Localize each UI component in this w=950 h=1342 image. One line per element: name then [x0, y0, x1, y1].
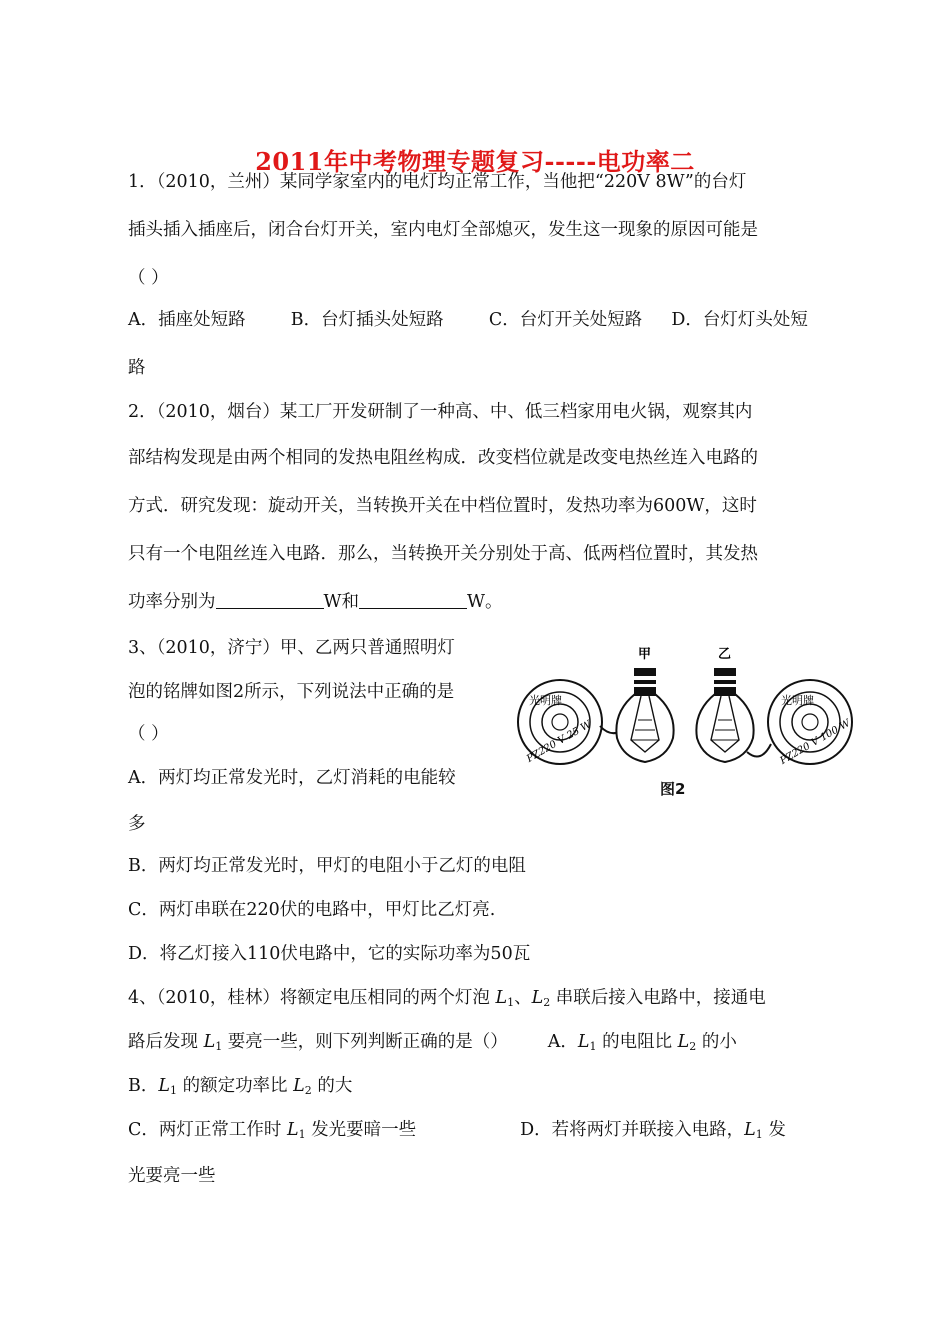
- bulb-yi-label: 乙: [718, 647, 732, 662]
- l1-subscript: 1: [507, 996, 515, 1009]
- q3-option-a-cont: 多: [128, 814, 146, 834]
- left-plate-rating: PZ220 V 25 W: [524, 719, 594, 765]
- l2-symbol: L: [531, 988, 544, 1008]
- q3-line1: 3、（2010，济宁）甲、乙两只普通照明灯: [128, 638, 455, 658]
- q3-option-c: C．两灯串联在220伏的电路中，甲灯比乙灯亮.: [128, 900, 496, 920]
- q1-option-a: A．插座处短路: [128, 310, 246, 330]
- q4-option-c-start: C．两灯正常工作时: [128, 1120, 287, 1140]
- q2-line1: 2．（2010，烟台）某工厂开发研制了一种高、中、低三档家用电火锅，观察其内: [128, 402, 753, 422]
- q4-line2-start: 路后发现: [128, 1032, 204, 1052]
- q3-option-b: B．两灯均正常发光时，甲灯的电阻小于乙灯的电阻: [128, 856, 526, 876]
- right-plate-rating: PZ220 V 100 W: [778, 717, 853, 767]
- q4-line1-start: 4、（2010，桂林）将额定电压相同的两个灯泡: [128, 988, 496, 1008]
- q4-option-b-label: B．: [128, 1076, 159, 1096]
- l1-symbol: L: [577, 1032, 590, 1052]
- q2-line4: 只有一个电阻丝连入电路．那么，当转换开关分别处于高、低两档位置时，其发热: [128, 544, 758, 564]
- q4-line3: [128, 1074, 352, 1103]
- l1-symbol: L: [495, 988, 508, 1008]
- q2-line2: 部结构发现是由两个相同的发热电阻丝构成．改变档位就是改变电热丝连入电路的: [128, 448, 758, 468]
- page-title: 2011年中考物理专题复习-----电功率二: [255, 147, 695, 176]
- q1-line2: 插头插入插座后，闭合台灯开关，室内电灯全部熄灭，发生这一现象的原因可能是: [128, 220, 758, 240]
- q4-line4: [128, 1118, 786, 1147]
- q1-option-d: D．台灯灯头处短: [671, 310, 808, 330]
- l1-symbol: L: [203, 1032, 216, 1052]
- q3-option-d: D．将乙灯接入110伏电路中，它的实际功率为50瓦: [128, 944, 531, 964]
- q4-line1: [128, 986, 766, 1015]
- q2-line5-start: 功率分别为: [128, 592, 216, 612]
- answer-blank-high[interactable]: [216, 590, 324, 609]
- bulb-jia-icon: [616, 647, 673, 762]
- bulb-jia-label: 甲: [638, 647, 652, 662]
- q4-line2: [128, 1030, 737, 1059]
- q1-option-b: B．台灯插头处短路: [290, 310, 444, 330]
- q1-options: [128, 308, 808, 332]
- q4-option-d-end: 发: [762, 1120, 786, 1140]
- q4-option-a-label: A．: [547, 1032, 578, 1052]
- l1-symbol: L: [744, 1120, 756, 1140]
- l1-symbol: L: [286, 1120, 299, 1140]
- l2-symbol: L: [293, 1076, 305, 1096]
- q4-option-b-end: 的大: [311, 1076, 353, 1096]
- right-nameplate: [768, 680, 853, 767]
- q3-option-a: A．两灯均正常发光时，乙灯消耗的电能较: [128, 768, 456, 788]
- l2-subscript: 2: [543, 996, 551, 1009]
- q2-line5-mid: W和: [323, 592, 359, 612]
- q1-option-d-cont: 路: [128, 358, 146, 378]
- q2-line5-end: W。: [467, 592, 503, 612]
- l1-subscript: 1: [215, 1040, 223, 1053]
- l1-subscript: 1: [170, 1084, 177, 1097]
- l1-subscript: 1: [589, 1040, 597, 1053]
- answer-blank-low[interactable]: [359, 590, 467, 609]
- q1-line1: 1．（2010，兰州）某同学家室内的电灯均正常工作，当他把“220V 8W”的台灯: [128, 172, 747, 192]
- q4-line1-end: 串联后接入电路中，接通电: [550, 988, 766, 1008]
- q4-option-b-mid: 的额定功率比: [177, 1076, 294, 1096]
- l2-symbol: L: [677, 1032, 690, 1052]
- left-plate-brand: 光明牌: [529, 694, 562, 707]
- l1-subscript: 1: [298, 1128, 306, 1141]
- q2-line5: [128, 590, 503, 614]
- q3-line3: （ ）: [128, 724, 169, 744]
- q4-option-a-end: 的小: [696, 1032, 737, 1052]
- q2-line3: 方式．研究发现：旋动开关，当转换开关在中档位置时，发热功率为600W，这时: [128, 496, 757, 516]
- l2-subscript: 2: [689, 1040, 697, 1053]
- q4-separator: 、: [514, 988, 532, 1008]
- q4-line5: 光要亮一些: [128, 1166, 216, 1186]
- q3-line2: 泡的铭牌如图2所示，下列说法中正确的是: [128, 682, 455, 702]
- left-nameplate: [518, 680, 602, 765]
- q4-option-d-start: D．若将两灯并联接入电路，: [520, 1120, 745, 1140]
- q1-line3: （ ）: [128, 268, 169, 288]
- l1-symbol: L: [158, 1076, 170, 1096]
- bulb-yi-icon: [696, 647, 753, 762]
- right-plate-brand: 光明牌: [781, 694, 814, 707]
- figure-caption: 图2: [660, 780, 686, 798]
- q1-option-c: C．台灯开关处短路: [488, 310, 643, 330]
- l1-subscript: 1: [755, 1128, 763, 1141]
- q4-option-a-mid: 的电阻比: [596, 1032, 678, 1052]
- l2-subscript: 2: [304, 1084, 312, 1097]
- q4-line2-mid: 要亮一些，则下列判断正确的是（）: [222, 1032, 508, 1052]
- q4-option-c-end: 发光要暗一些: [305, 1120, 417, 1140]
